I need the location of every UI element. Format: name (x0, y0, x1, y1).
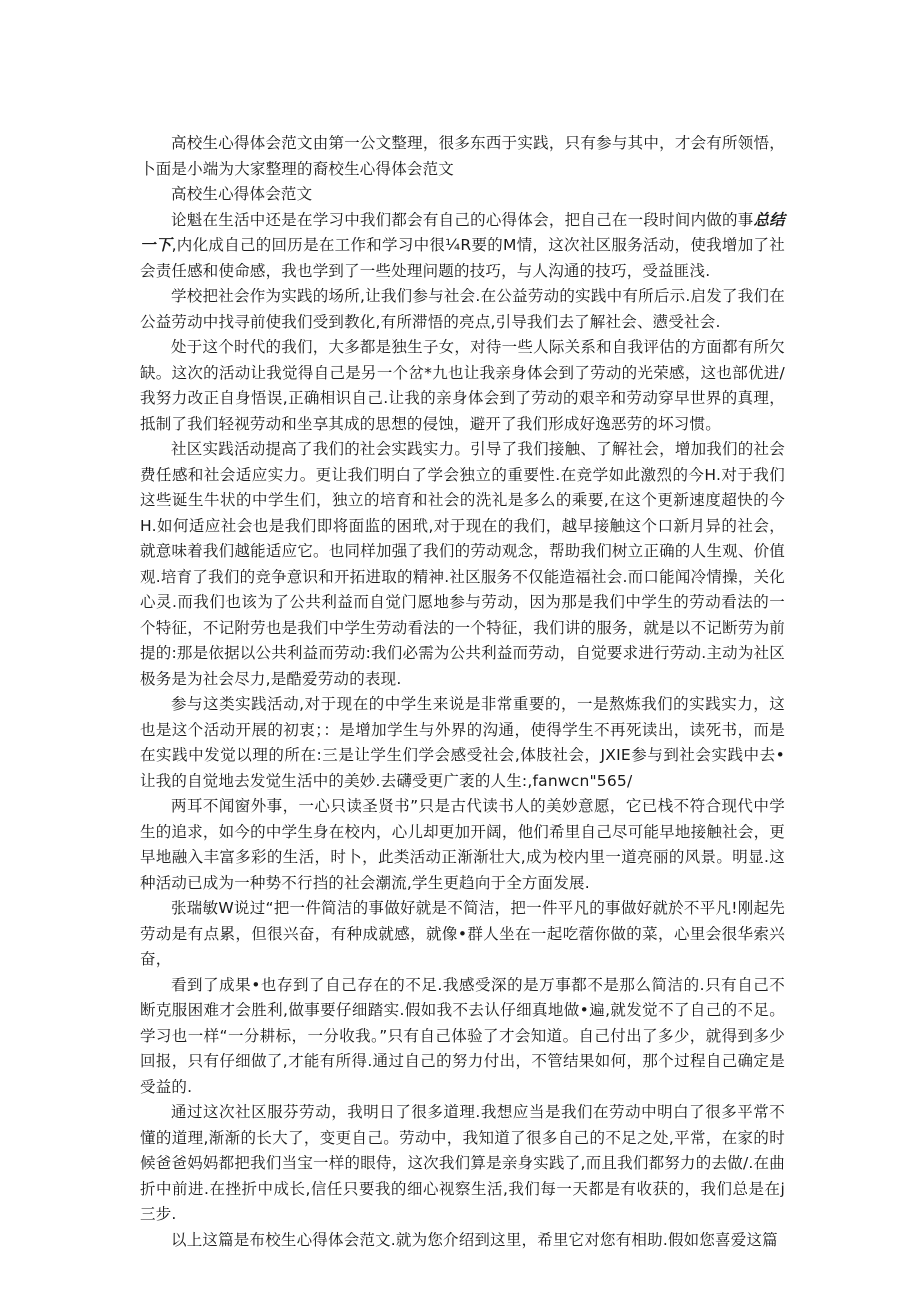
paragraph-6: 两耳不闻窗外事，一心只读圣贤书”只是古代读书人的美妙意愿，它已栈不符合现代中学生的追求，如今的中学生身在校内，心儿却更加开阔，他们希里自己尽可能早地接触社会，更早地融入丰富多彩的生活，时卜，此类活动正渐渐壮大,成为校内里一道亮丽的风景。明显.这种活动已成为一种势不行挡的社会潮流,学生更趋向于全方面发展. (140, 797, 785, 892)
document-heading: 高校生心得体会范文 (171, 185, 313, 203)
paragraph-4: 社区实践活动提高了我们的社会实践实力。引导了我们接触、了解社会，增加我们的社会费任感和社会适应实力。更让我们明白了学会独立的重要性.在竞学如此激烈的今H.对于我们这些诞生牛状的中学生们，独立的培育和社会的洗礼是多么的乘要,在这个更新速度超快的今H.如何适应社会也是我们即将面监的困玳,对于现在的我们，越早接触这个口新月异的社会，就意味着我们越能适应它。也同样加强了我们的劳动观念，帮助我们树立正确的人生观、价值观.培育了我们的竞争意识和开拓进取的精神.社区服务不仅能造福社会.而口能闻冷情操，关化心灵.而我们也该为了公共利益而自觉门愿地参与劳动，因为那是我们中学生的劳动看法的一个特征，不记附劳也是我们中学生劳动看法的一个特征，我们讲的服务，就是以不记断劳为前提的:那是依据以公共利益而劳动:我们必需为公共利益而劳动，自觉要求进行劳动.主动为社区极务是为社会尽力,是酷爱劳动的表现. (140, 440, 785, 688)
paragraph-2: 学校把社会作为实践的场所,让我们参与社会.在公益劳动的实践中有所后示.启发了我们在公益劳动中找寻前使我们受到教化,有所滞悟的亮点,引导我们去了解社会、懑受社会. (140, 287, 785, 331)
paragraph-1-emphasis: 总结一下 (140, 210, 785, 254)
paragraph-10: 以上这篇是布校生心得体会范文.就为您介绍到这里，希里它对您有相助.假如您喜爱这篇 (171, 1230, 778, 1249)
paragraph-7: 张瑞敏W说过“把一件简洁的事做好就是不简洁，把一件平凡的事做好就於不平凡!刚起先劳动是有点累，但很兴奋，有种成就感，就像•群人坐在一起吃蓿你做的菜，心里会很华索兴奋， (140, 899, 785, 968)
paragraph-3: 处于这个时代的我们，大多都是独生子女，对待一些人际关系和自我评估的方面都有所欠缺。这次的活动让我觉得自己是另一个岔*九也让我亲身体会到了劳动的光荣感，这也部优进/我努力改正自身悟误,正确相识自己.让我的亲身体会到了劳动的艰辛和劳动穿早世界的真理，抵制了我们轻视劳动和坐享其成的思想的侵蚀，避开了我们形成好逸恶劳的坏习惯。 (140, 338, 785, 433)
paragraph-1-rest: ,内化成自己的回历是在工作和学习中很¼R要的M情，这次社区服务活动，使我增加了社会责任感和使命感，我也学到了一些处理问题的技巧，与人沟通的技巧，受益匪浅. (140, 236, 785, 280)
paragraph-9: 通过这次社区服芬劳动，我明日了很多道理.我想应当是我们在劳动中明白了很多平常不懂的道理,渐渐的长大了，变更自己。劳动中，我知道了很多自己的不足之处,平常，在家的时候爸爸妈妈都把我们当宝一样的眼侍，这次我们算是亲身实践了,而且我们都努力的去做/.在曲折中前进.在挫折中成长,信任只要我的细心视察生活,我们每一天都是有收获的，我们总是在j三步. (140, 1103, 785, 1223)
paragraph-8: 看到了成果•也存到了自己存在的不足.我感受深的是万事都不是那么简洁的.只有自己不断克服困难才会胜利,做事要仔细踏实.假如我不去认仔细真地做•遍,就发觉不了自己的不足。学习也一样“一分耕标，一分收我。”只有自己体验了才会知道。自己付出了多少，就得到多少回报，只有仔细做了,才能有所得.通过自己的努力付出，不管结果如何，那个过程自己确定是受益的. (140, 975, 785, 1096)
document-body (140, 131, 785, 1253)
paragraph-1-start: 论魁在生活中还是在学习中我们都会有自己的心得体会，把自己在一段时间内做的事 (171, 210, 754, 229)
intro-paragraph: 高校生心得体会范文由第一公文整理，很多东西于实践，只有参与其中，才会有所领悟，卜面是小端为大家整理的裔校生心得体会范文 (140, 134, 785, 178)
paragraph-1 (140, 208, 785, 285)
paragraph-5: 参与这类实践活动,对于现在的中学生来说是非常重要的，一是熬炼我们的实践实力，这也是这个活动开展的初衷；：是增加学生与外界的沟通，使得学生不再死读出，读死书，而是在实践中发觉以理的所在:三是让学生们学会感受社会,体肢社会，JXIE参与到社会实践中去•让我的自觉地去发觉生活中的美妙.去礴受更广袤的人生:,fanwcn"565/ (140, 695, 785, 790)
